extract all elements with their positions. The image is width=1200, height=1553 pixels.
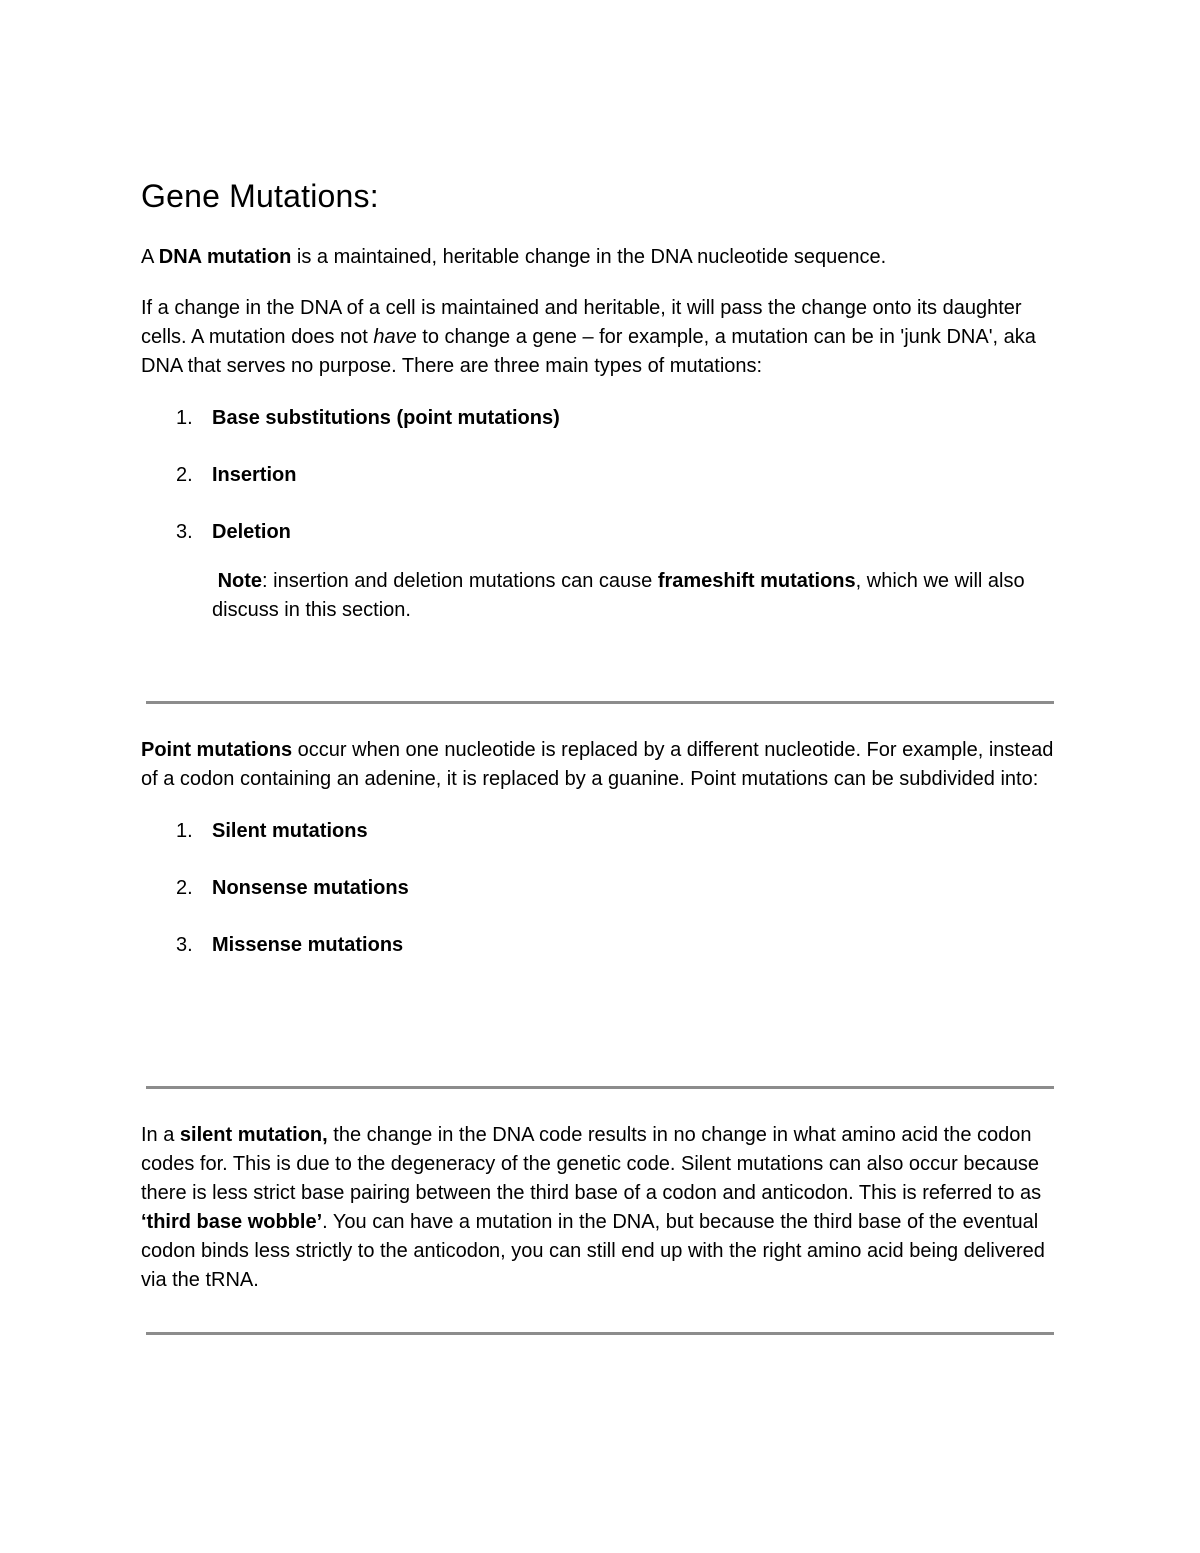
silent-mutation-section: [141, 1121, 1061, 1317]
mutation-explanation: If a change in the DNA of a cell is maintained and heritable, it will pass the change onto its daughter cells. A mutation does not have to change a gene – for example, a mutation can be in 'junk DNA', aka DNA that serves no purpose. There are three main types of mutations:: [141, 297, 1036, 377]
point-mutation-types-list: [141, 817, 1061, 960]
list-item: 1. Silent mutations: [176, 820, 368, 842]
section-divider: [146, 1086, 1054, 1089]
list-item: 3. Missense mutations: [176, 934, 404, 956]
frameshift-note: Note: insertion and deletion mutations can cause frameshift mutations, which we will also discuss in this section.: [212, 570, 1025, 621]
list-item: 2. Nonsense mutations: [176, 877, 409, 899]
term-dna-mutation: DNA mutation: [158, 246, 292, 268]
term-third-base-wobble: ‘third base wobble’: [141, 1211, 323, 1233]
mutation-types-list: [141, 404, 1061, 547]
list-item: 1. Base substitutions (point mutations): [176, 407, 560, 429]
section-divider: [146, 701, 1054, 704]
section-divider: [146, 1332, 1054, 1335]
intro-section: [141, 176, 1061, 625]
list-item: 2. Insertion: [176, 464, 297, 486]
dna-mutation-definition: A DNA mutation is a maintained, heritable change in the DNA nucleotide sequence.: [141, 246, 887, 268]
term-point-mutations: Point mutations: [141, 739, 293, 761]
page-title: Gene Mutations:: [141, 178, 379, 214]
point-mutations-definition: Point mutations occur when one nucleotide is replaced by a different nucleotide. For example, instead of a codon containing an adenine, it is replaced by a guanine. Point mutations can be subdivided into:: [141, 739, 1054, 790]
list-item: 3. Deletion: [176, 521, 291, 543]
silent-mutation-paragraph: In a silent mutation, the change in the DNA code results in no change in what amino acid the codon codes for. This is due to the degeneracy of the genetic code. Silent mutations can also occur because there is less strict base pairing between the third base of a codon and anticodon. This is referred to as ‘third base wobble’. You can have a mutation in the DNA, but because the third base of the eventual codon binds less strictly to the anticodon, you can still end up with the right amino acid being delivered via the tRNA.: [141, 1124, 1045, 1291]
term-silent-mutation: silent mutation,: [179, 1124, 328, 1146]
point-mutations-section: [141, 736, 1061, 960]
